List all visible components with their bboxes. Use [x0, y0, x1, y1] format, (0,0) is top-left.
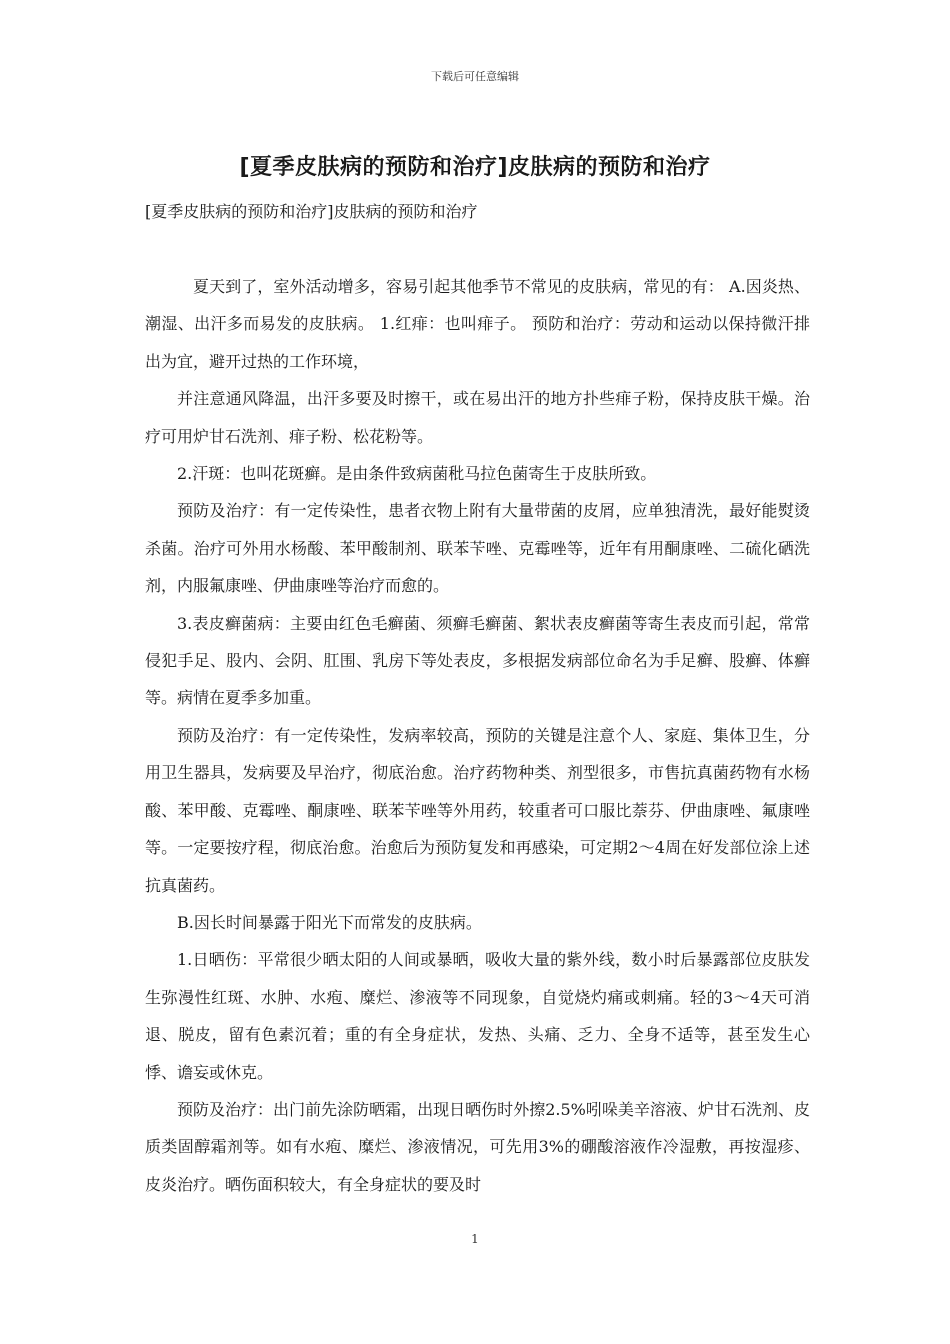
paragraph: 2.汗斑：也叫花斑癣。是由条件致病菌秕马拉色菌寄生于皮肤所致。 [177, 464, 657, 484]
paragraph: 预防及治疗：出门前先涂防晒霜，出现日晒伤时外擦2.5%吲哚美辛溶液、炉甘石洗剂、皮质类固醇霜剂等。如有水疱、糜烂、渗液情况，可先用3%的硼酸溶液作冷湿敷，再按湿疹、皮炎治疗。晒伤面积较大，有全身症状的要及时 [145, 1099, 810, 1194]
header-note: 下载后可任意编辑 [431, 70, 519, 83]
paragraph: 夏天到了，室外活动增多，容易引起其他季节不常见的皮肤病，常见的有： A.因炎热、潮湿、出汗多而易发的皮肤病。 1.红痱：也叫痱子。 预防和治疗：劳动和运动以保持微汗排出为宜，避开过热的工作环境， [145, 277, 810, 371]
page-number: 1 [471, 1232, 479, 1246]
paragraph: 预防及治疗：有一定传染性，患者衣物上附有大量带菌的皮屑，应单独清洗，最好能熨烫杀菌。治疗可外用水杨酸、苯甲酸制剂、联苯苄唑、克霉唑等，近年有用酮康唑、二硫化硒洗剂，内服氟康唑、伊曲康唑等治疗而愈的。 [145, 501, 810, 596]
paragraph: B.因长时间暴露于阳光下而常发的皮肤病。 [177, 912, 482, 932]
document-subtitle: [夏季皮肤病的预防和治疗]皮肤病的预防和治疗 [145, 202, 478, 221]
document-title: [夏季皮肤病的预防和治疗]皮肤病的预防和治疗 [239, 155, 711, 180]
paragraph: 预防及治疗：有一定传染性，发病率较高，预防的关键是注意个人、家庭、集体卫生，分用卫生器具，发病要及早治疗，彻底治愈。治疗药物种类、剂型很多，市售抗真菌药物有水杨酸、苯甲酸、克霉唑、酮康唑、联苯苄唑等外用药，较重者可口服比萘芬、伊曲康唑、氟康唑等。一定要按疗程，彻底治愈。治愈后为预防复发和再感染，可定期2～4周在好发部位涂上述抗真菌药。 [145, 725, 810, 895]
document-body [145, 268, 810, 1203]
paragraph: 3.表皮癣菌病：主要由红色毛癣菌、须癣毛癣菌、絮状表皮癣菌等寄生表皮而引起，常常侵犯手足、股内、会阴、肛围、乳房下等处表皮，多根据发病部位命名为手足癣、股癣、体癣等。病情在夏季多加重。 [145, 613, 810, 708]
paragraph: 1.日晒伤：平常很少晒太阳的人间或暴晒，吸收大量的紫外线，数小时后暴露部位皮肤发生弥漫性红斑、水肿、水疱、糜烂、渗液等不同现象，自觉烧灼痛或刺痛。轻的3～4天可消退、脱皮，留有色素沉着；重的有全身症状，发热、头痛、乏力、全身不适等，甚至发生心悸、谵妄或休克。 [145, 950, 810, 1082]
paragraph: 并注意通风降温，出汗多要及时擦干，或在易出汗的地方扑些痱子粉，保持皮肤干燥。治疗可用炉甘石洗剂、痱子粉、松花粉等。 [145, 389, 810, 446]
